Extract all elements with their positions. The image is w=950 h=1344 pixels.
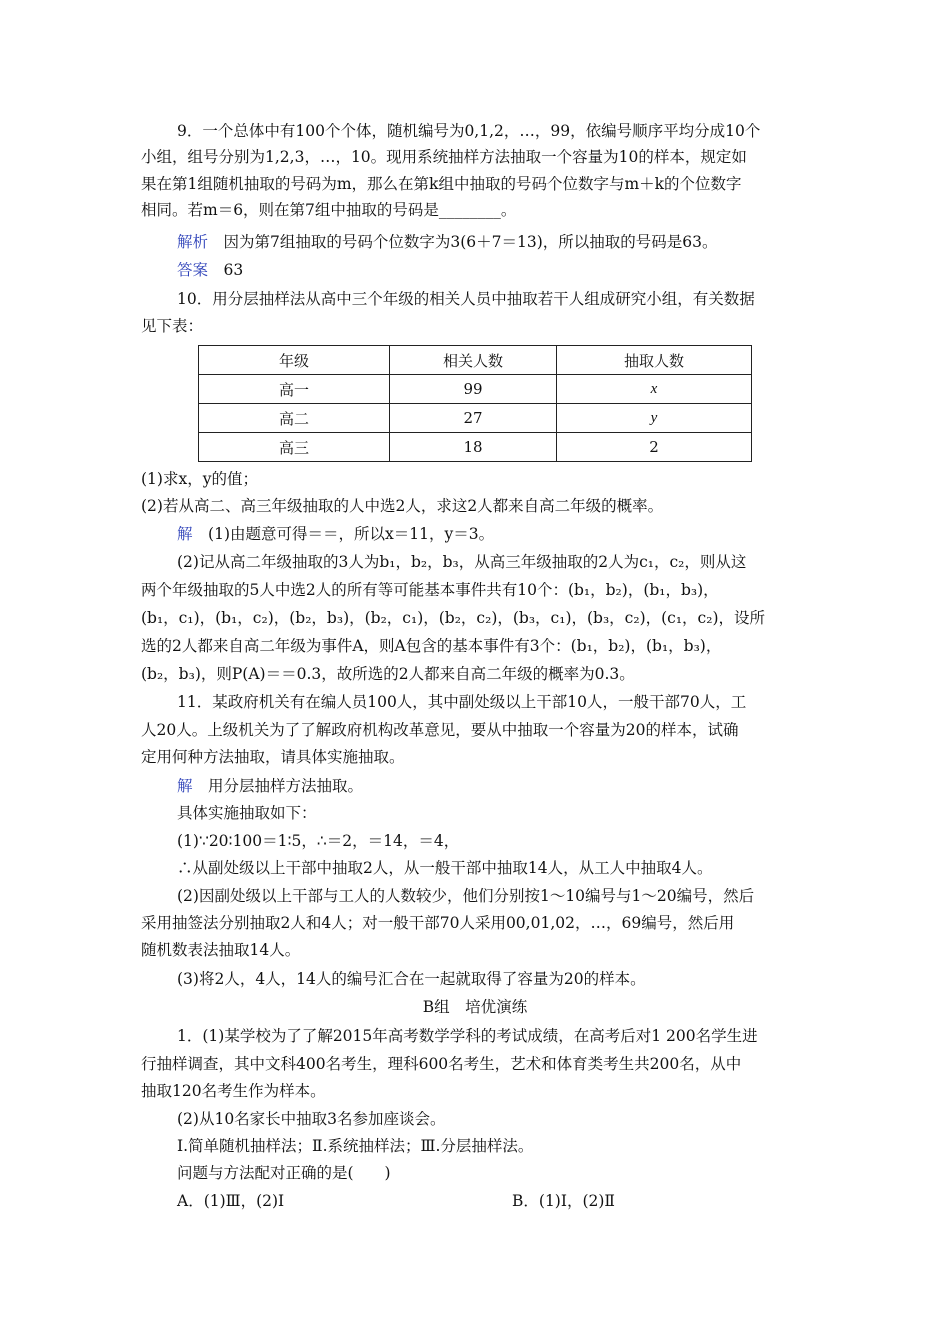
q10-part-2: (2)若从高二、高三年级抽取的人中选2人，求这2人都来自高二年级的概率。: [141, 497, 664, 515]
analysis-text: 因为第7组抽取的号码个位数字为3(6＋7＝13)，所以抽取的号码是63。: [223, 233, 718, 251]
q11-line-3: 定用何种方法抽取，请具体实施抽取。: [141, 748, 405, 766]
table-cell: 99: [390, 375, 557, 404]
q11-answer-7: (3)将2人，4人，14人的编号汇合在一起就取得了容量为20的样本。: [177, 970, 646, 988]
b-q1-line-4: (2)从10名家长中抽取3名参加座谈会。: [177, 1110, 446, 1128]
q10-solution-2d: 选的2人都来自高二年级为事件A，则A包含的基本事件有3个：(b₁，b₂)，(b₁，b₃)，: [141, 637, 722, 655]
b-q1-line-2: 行抽样调查，其中文科400名考生，理科600名考生，艺术和体育类考生共200名，从中: [141, 1055, 742, 1073]
b-q1-line-3: 抽取120名考生作为样本。: [141, 1082, 326, 1100]
q10-solution-2b: 两个年级抽取的5人中选2人的所有等可能基本事件共有10个：(b₁，b₂)，(b₁，b₃)，: [141, 581, 719, 599]
table-row: [199, 404, 752, 433]
table-row: [199, 433, 752, 462]
q10-solution-2e: (b₂，b₃)，则P(A)＝＝0.3，故所选的2人都来自高二年级的概率为0.3。: [141, 665, 635, 683]
table-cell: 2: [557, 433, 752, 462]
option-a: A．(1)Ⅲ，(2)Ⅰ: [177, 1192, 285, 1210]
data-table: [198, 345, 752, 462]
table-row: [199, 375, 752, 404]
solution-label: 解: [177, 777, 193, 795]
solution-text: 用分层抽样方法抽取。: [208, 777, 364, 795]
analysis-label: 解析: [177, 233, 209, 251]
q10-solution-2c: (b₁，c₁)，(b₁，c₂)，(b₂，b₃)，(b₂，c₁)，(b₂，c₂)，(b₃，c₁)，(b₃，c₂)，(c₁，c₂)，设所: [141, 609, 765, 627]
q10-solution-1: [177, 521, 811, 547]
q10-solution-2a: (2)记从高二年级抽取的3人为b₁，b₂，b₃，从高三年级抽取的2人为c₁，c₂，则从这: [177, 553, 747, 571]
table-cell: 高一: [199, 375, 390, 404]
table-cell: x: [557, 375, 752, 404]
b-q1-line-5: Ⅰ.简单随机抽样法；Ⅱ.系统抽样法；Ⅲ.分层抽样法。: [177, 1137, 534, 1155]
q11-answer-4: (2)因副处级以上干部与工人的人数较少，他们分别按1～10编号与1～20编号，然后: [177, 887, 755, 905]
q11-answer-5: 采用抽签法分别抽取2人和4人；对一般干部70人采用00,01,02，…，69编号，然后用: [141, 914, 735, 932]
q9-answer: [177, 257, 811, 283]
q11-line-2: 人20人。上级机关为了了解政府机构改革意见，要从中抽取一个容量为20的样本，试确: [141, 721, 739, 739]
table-header-cell: 相关人数: [390, 346, 557, 375]
q11-answer-1: 具体实施抽取如下：: [177, 804, 317, 822]
b-q1-line-6: 问题与方法配对正确的是( ): [177, 1164, 391, 1182]
q9-line-1: 9．一个总体中有100个个体，随机编号为0,1,2，…，99，依编号顺序平均分成10个: [177, 122, 761, 140]
table-cell: y: [557, 404, 752, 433]
table-header-row: [199, 346, 752, 375]
solution-label: 解: [177, 525, 193, 543]
section-title: B组 培优演练: [422, 998, 528, 1016]
q11-answer-3: ∴从副处级以上干部中抽取2人，从一般干部中抽取14人，从工人中抽取4人。: [177, 859, 713, 877]
b-q1-line-1: 1．(1)某学校为了了解2015年高考数学学科的考试成绩，在高考后对1 200名学生进: [177, 1027, 758, 1045]
table-cell: 27: [390, 404, 557, 433]
table-header-cell: 年级: [199, 346, 390, 375]
q11-answer-6: 随机数表法抽取14人。: [141, 941, 301, 959]
solution-text: (1)由题意可得＝＝，所以x＝11，y＝3。: [208, 525, 495, 543]
q10-line-2: 见下表：: [141, 317, 204, 335]
answer-label: 答案: [177, 261, 209, 279]
q9-line-2: 小组，组号分别为1,2,3，…，10。现用系统抽样方法抽取一个容量为10的样本，规定如: [141, 148, 747, 166]
q11-answer-2: (1)∵20∶100＝1∶5，∴＝2，＝14，＝4，: [177, 832, 460, 850]
q9-line-4: 相同。若m＝6，则在第7组中抽取的号码是________。: [141, 201, 517, 219]
answer-text: 63: [223, 261, 244, 279]
table-cell: 高二: [199, 404, 390, 433]
q11-solution: [177, 773, 811, 799]
option-b: B．(1)Ⅰ，(2)Ⅱ: [512, 1192, 615, 1210]
q11-line-1: 11．某政府机关有在编人员100人，其中副处级以上干部10人，一般干部70人，工: [177, 693, 747, 711]
table-cell: 高三: [199, 433, 390, 462]
table-cell: 18: [390, 433, 557, 462]
q9-analysis: [177, 229, 811, 255]
q9-line-3: 果在第1组随机抽取的号码为m，那么在第k组中抽取的号码个位数字与m＋k的个位数字: [141, 175, 742, 193]
q10-line-1: 10．用分层抽样法从高中三个年级的相关人员中抽取若干人组成研究小组，有关数据: [177, 290, 755, 308]
table-header-cell: 抽取人数: [557, 346, 752, 375]
q10-part-1: (1)求x，y的值；: [141, 470, 258, 488]
